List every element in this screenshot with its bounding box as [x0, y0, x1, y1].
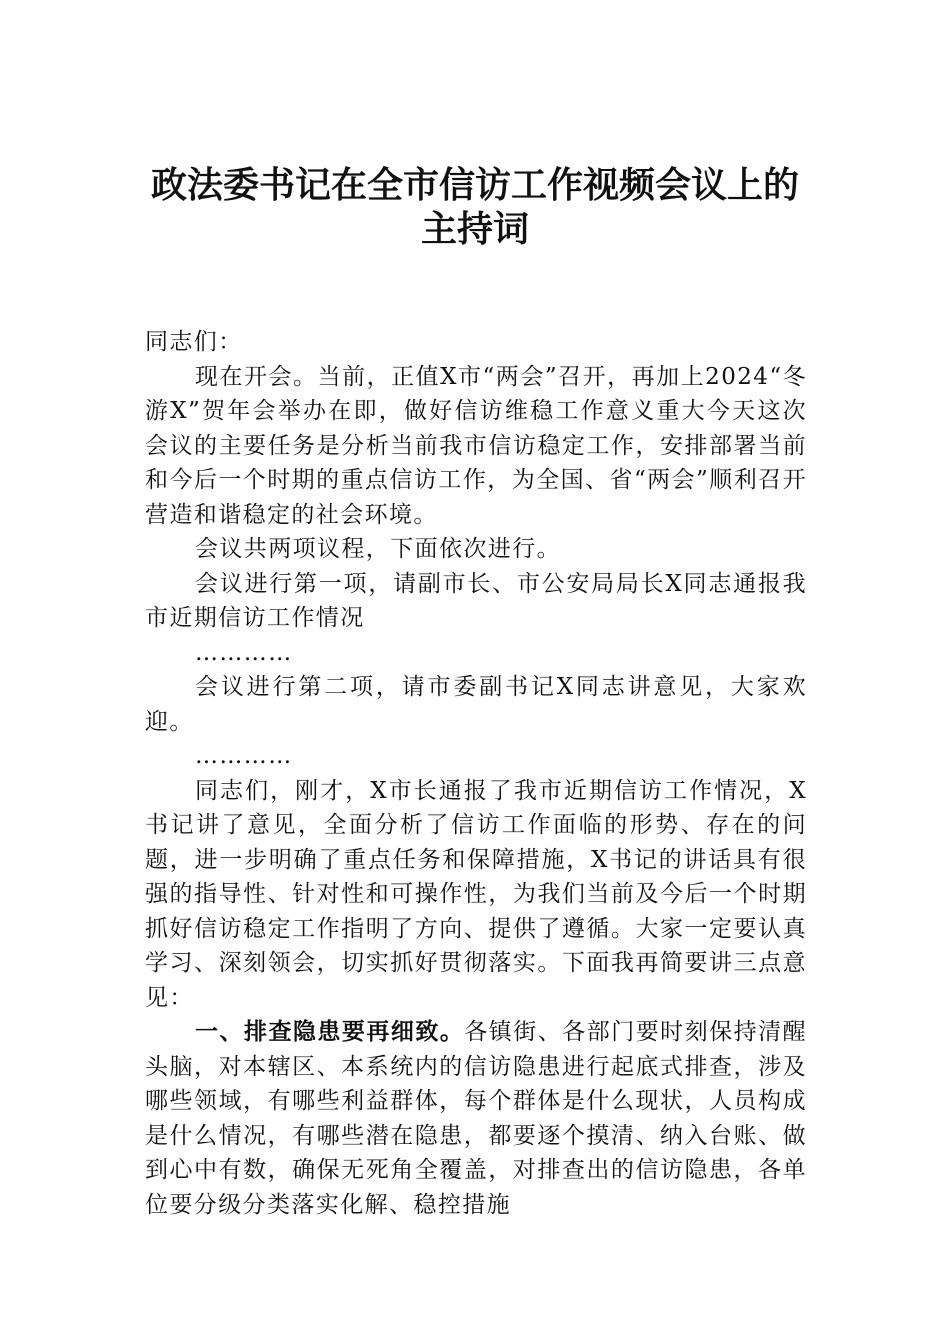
document-title-line1: 政法委书记在全市信访工作视频会议上的 [150, 164, 799, 206]
section-one-heading: 一、排查隐患要再细致。 [195, 1019, 465, 1045]
salutation: 同志们： [145, 329, 243, 355]
ellipsis-one: ………… [195, 639, 293, 666]
paragraph-item-one: 会议进行第一项，请副市长、市公安局局长X同志通报我市近期信访工作情况 [145, 570, 807, 631]
ellipsis-two: ………… [195, 743, 293, 769]
document-title-line2: 主持词 [420, 208, 529, 250]
paragraph-agenda: 会议共两项议程，下面依次进行。 [195, 536, 561, 562]
paragraph-item-two: 会议进行第二项，请市委副书记X同志讲意见，大家欢迎。 [145, 674, 807, 735]
section-one-text: 各镇街、各部门要时刻保持清醒头脑，对本辖区、本系统内的信访隐患进行起底式排查，涉及哪些领域，有哪些利益群体，每个群体是什么现状，人员构成是什么情况，有哪些潜在隐患，都要逐个摸清、纳入台账、做到心中有数，确保无死角全覆盖，对排查出的信访隐患，各单位要分级分类落实化解、稳控措施 [145, 1019, 807, 1218]
paragraph-summary: 同志们，刚才，X市长通报了我市近期信访工作情况，X书记讲了意见，全面分析了信访工作面临的形势、存在的问题，进一步明确了重点任务和保障措施，X书记的讲话具有很强的指导性、针对性和可操作性，为我们当前及今后一个时期抓好信访稳定工作指明了方向、提供了遵循。大家一定要认真学习、深刻领会，切实抓好贯彻落实。下面我再简要讲三点意见： [145, 777, 807, 1011]
paragraph-opening: 现在开会。当前，正值X市“两会”召开，再加上2024“冬游X”贺年会举办在即，做好信访维稳工作意义重大今天这次会议的主要任务是分析当前我市信访稳定工作，安排部署当前和今后一个时期的重点信访工作，为全国、省“两会”顺利召开营造和谐稳定的社会环境。 [145, 363, 807, 528]
section-one-paragraph [145, 1015, 807, 1222]
document-body [145, 325, 807, 1222]
